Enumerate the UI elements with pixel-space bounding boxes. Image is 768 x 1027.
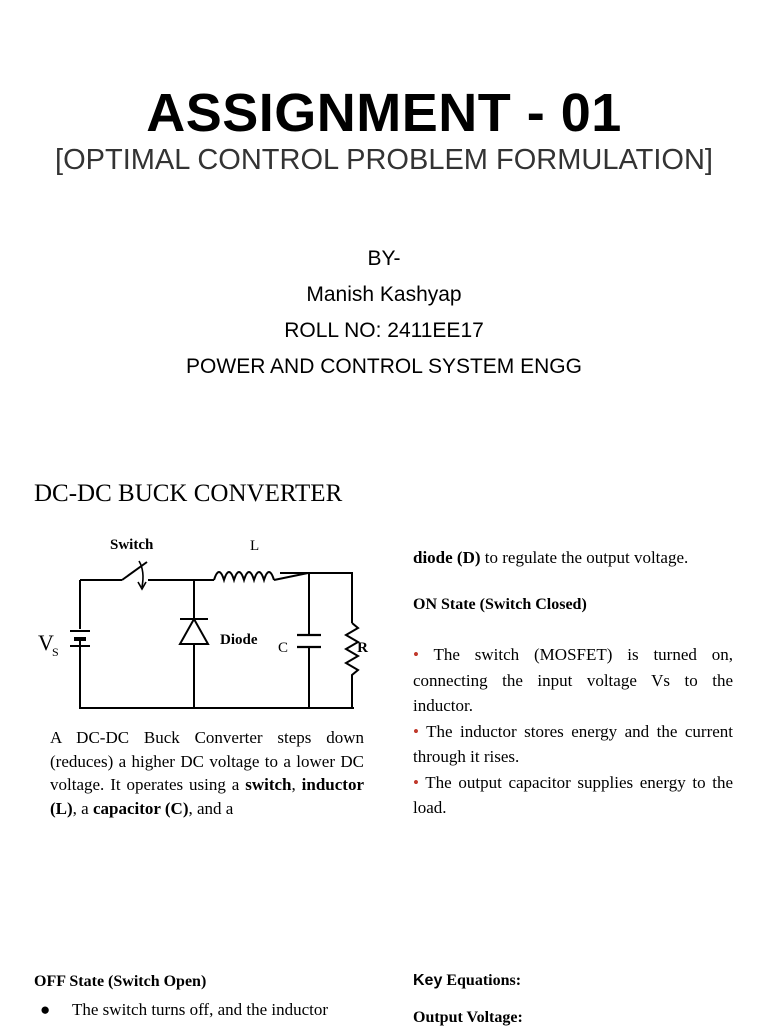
- department: POWER AND CONTROL SYSTEM ENGG: [186, 355, 582, 378]
- by-label: BY-: [367, 247, 401, 270]
- source-label: V: [38, 630, 54, 655]
- capacitor-label: C: [278, 640, 289, 656]
- intro-continuation: diode (D) to regulate the output voltage.: [413, 548, 689, 567]
- diode-label: Diode: [220, 632, 258, 648]
- off-state-heading: OFF State (Switch Open): [34, 973, 207, 990]
- source-subscript: S: [52, 645, 59, 659]
- key-equations-heading: Key Equations:: [413, 972, 522, 989]
- output-voltage-heading: Output Voltage:: [413, 1009, 523, 1026]
- resistor-label: R: [357, 640, 368, 656]
- on-state-heading: ON State (Switch Closed): [413, 596, 587, 613]
- inductor-label: L: [250, 538, 260, 554]
- section-heading: DC-DC BUCK CONVERTER: [34, 480, 343, 507]
- list-item: • The inductor stores energy and the current through it rises.: [413, 721, 733, 766]
- list-item: • The output capacitor supplies energy to the load.: [413, 772, 733, 817]
- author-name: Manish Kashyap: [306, 283, 462, 306]
- on-state-bullets: [413, 642, 733, 821]
- page-subtitle: [OPTIMAL CONTROL PROBLEM FORMULATION]: [55, 144, 713, 176]
- bullet-icon: •: [413, 721, 419, 741]
- list-item: ● The switch turns off, and the inductor: [40, 1000, 329, 1019]
- intro-paragraph: A DC-DC Buck Converter steps down (reduces) a higher DC voltage to a lower DC voltage. It operates using a switch, inductor (L), a capacitor (C), and a: [50, 728, 364, 818]
- switch-label: Switch: [110, 537, 154, 553]
- list-item: • The switch (MOSFET) is turned on, connecting the input voltage Vs to the inductor.: [413, 645, 733, 715]
- bullet-icon: ●: [40, 1000, 51, 1019]
- bullet-icon: •: [413, 772, 419, 792]
- roll-number: ROLL NO: 2411EE17: [284, 319, 484, 342]
- buck-converter-circuit-diagram: [36, 530, 372, 710]
- page-title: ASSIGNMENT - 01: [146, 83, 622, 143]
- bullet-icon: •: [413, 645, 419, 664]
